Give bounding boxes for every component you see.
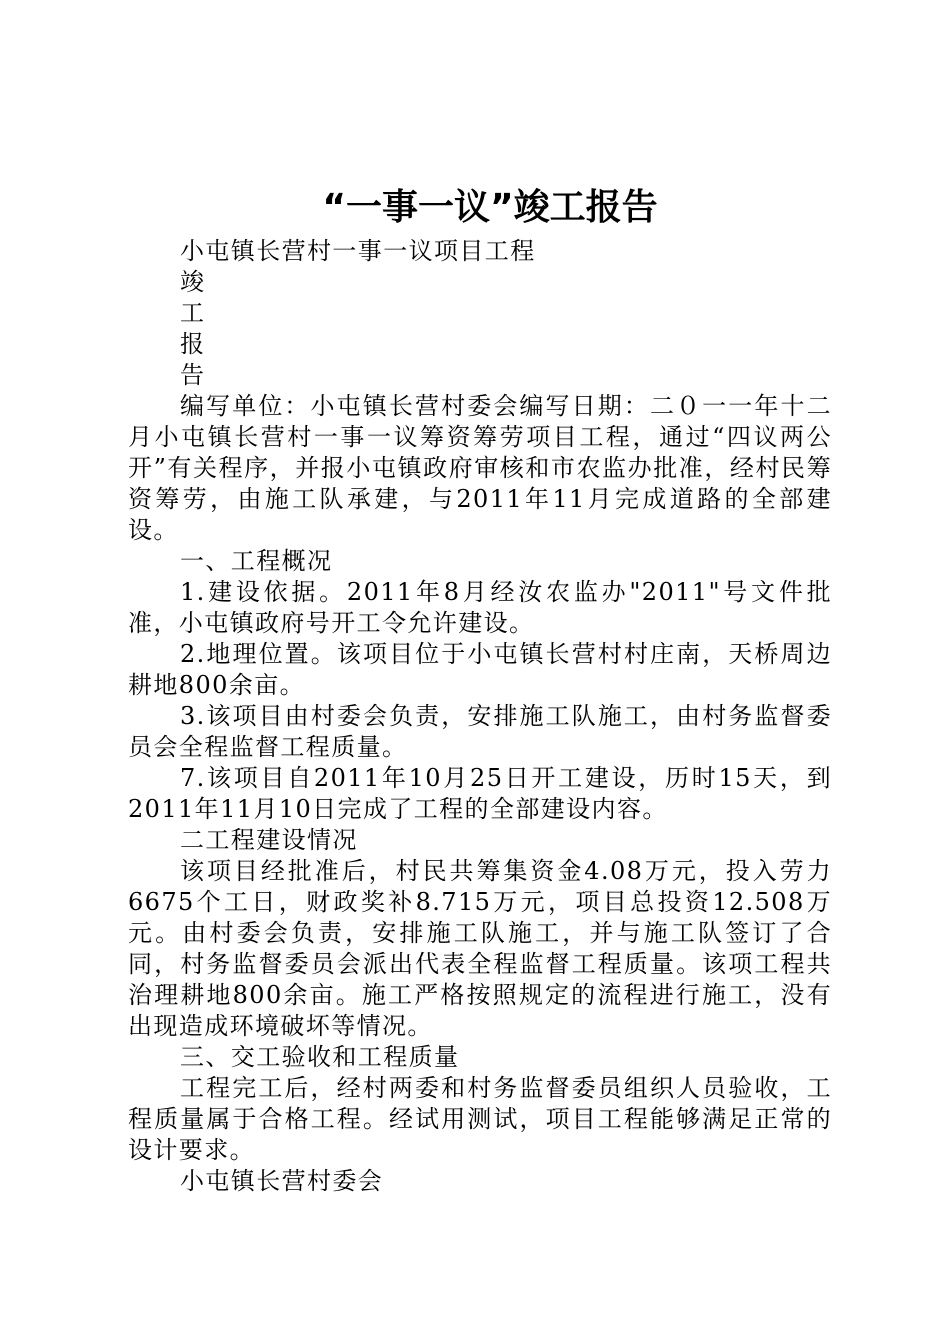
section1-heading: 一、工程概况 (180, 547, 333, 575)
item-2: 2.地理位置。该项目位于小屯镇长营村村庄南，天桥周边耕地800余亩。 (128, 640, 832, 699)
item-3: 3.该项目由村委会负责，安排施工队施工，由村务监督委员会全程监督工程质量。 (128, 702, 832, 761)
project-line: 小屯镇长营村一事一议项目工程 (180, 237, 536, 265)
item-1: 1.建设依据。2011年8月经汝农监办"2011"号文件批准，小屯镇政府号开工令允许建设。 (128, 578, 832, 637)
section3-body: 工程完工后，经村两委和村务监督委员组织人员验收，工程质量属于合格工程。经试用测试，项目工程能够满足正常的设计要求。 (128, 1074, 832, 1164)
item-7: 7.该项目自2011年10月25日开工建设，历时15天，到2011年11月10日完成了工程的全部建设内容。 (128, 764, 832, 823)
vertical-char: 竣 (180, 268, 206, 296)
vertical-char: 报 (180, 330, 206, 358)
document-title: “一事一议”竣工报告 (322, 187, 658, 228)
section2-heading: 二工程建设情况 (180, 826, 358, 854)
section2-body: 该项目经批准后，村民共筹集资金4.08万元，投入劳力6675个工日，财政奖补8.715万元，项目总投资12.508万元。由村委会负责，安排施工队施工，并与施工队签订了合同，村务监督委员会派出代表全程监督工程质量。该项工程共治理耕地800余亩。施工严格按照规定的流程进行施工，没有出现造成环境破坏等情况。 (128, 857, 832, 1040)
intro-paragraph: 编写单位：小屯镇长营村委会编写日期：二０一一年十二月小屯镇长营村一事一议筹资筹劳项目工程，通过“四议两公开”有关程序，并报小屯镇政府审核和市农监办批准，经村民筹资筹劳，由施工队承建，与2011年11月完成道路的全部建设。 (128, 392, 832, 544)
section3-heading: 三、交工验收和工程质量 (180, 1043, 460, 1071)
signature: 小屯镇长营村委会 (180, 1167, 384, 1195)
vertical-char: 工 (180, 299, 206, 327)
document-body (128, 184, 832, 1197)
vertical-char: 告 (180, 361, 206, 389)
